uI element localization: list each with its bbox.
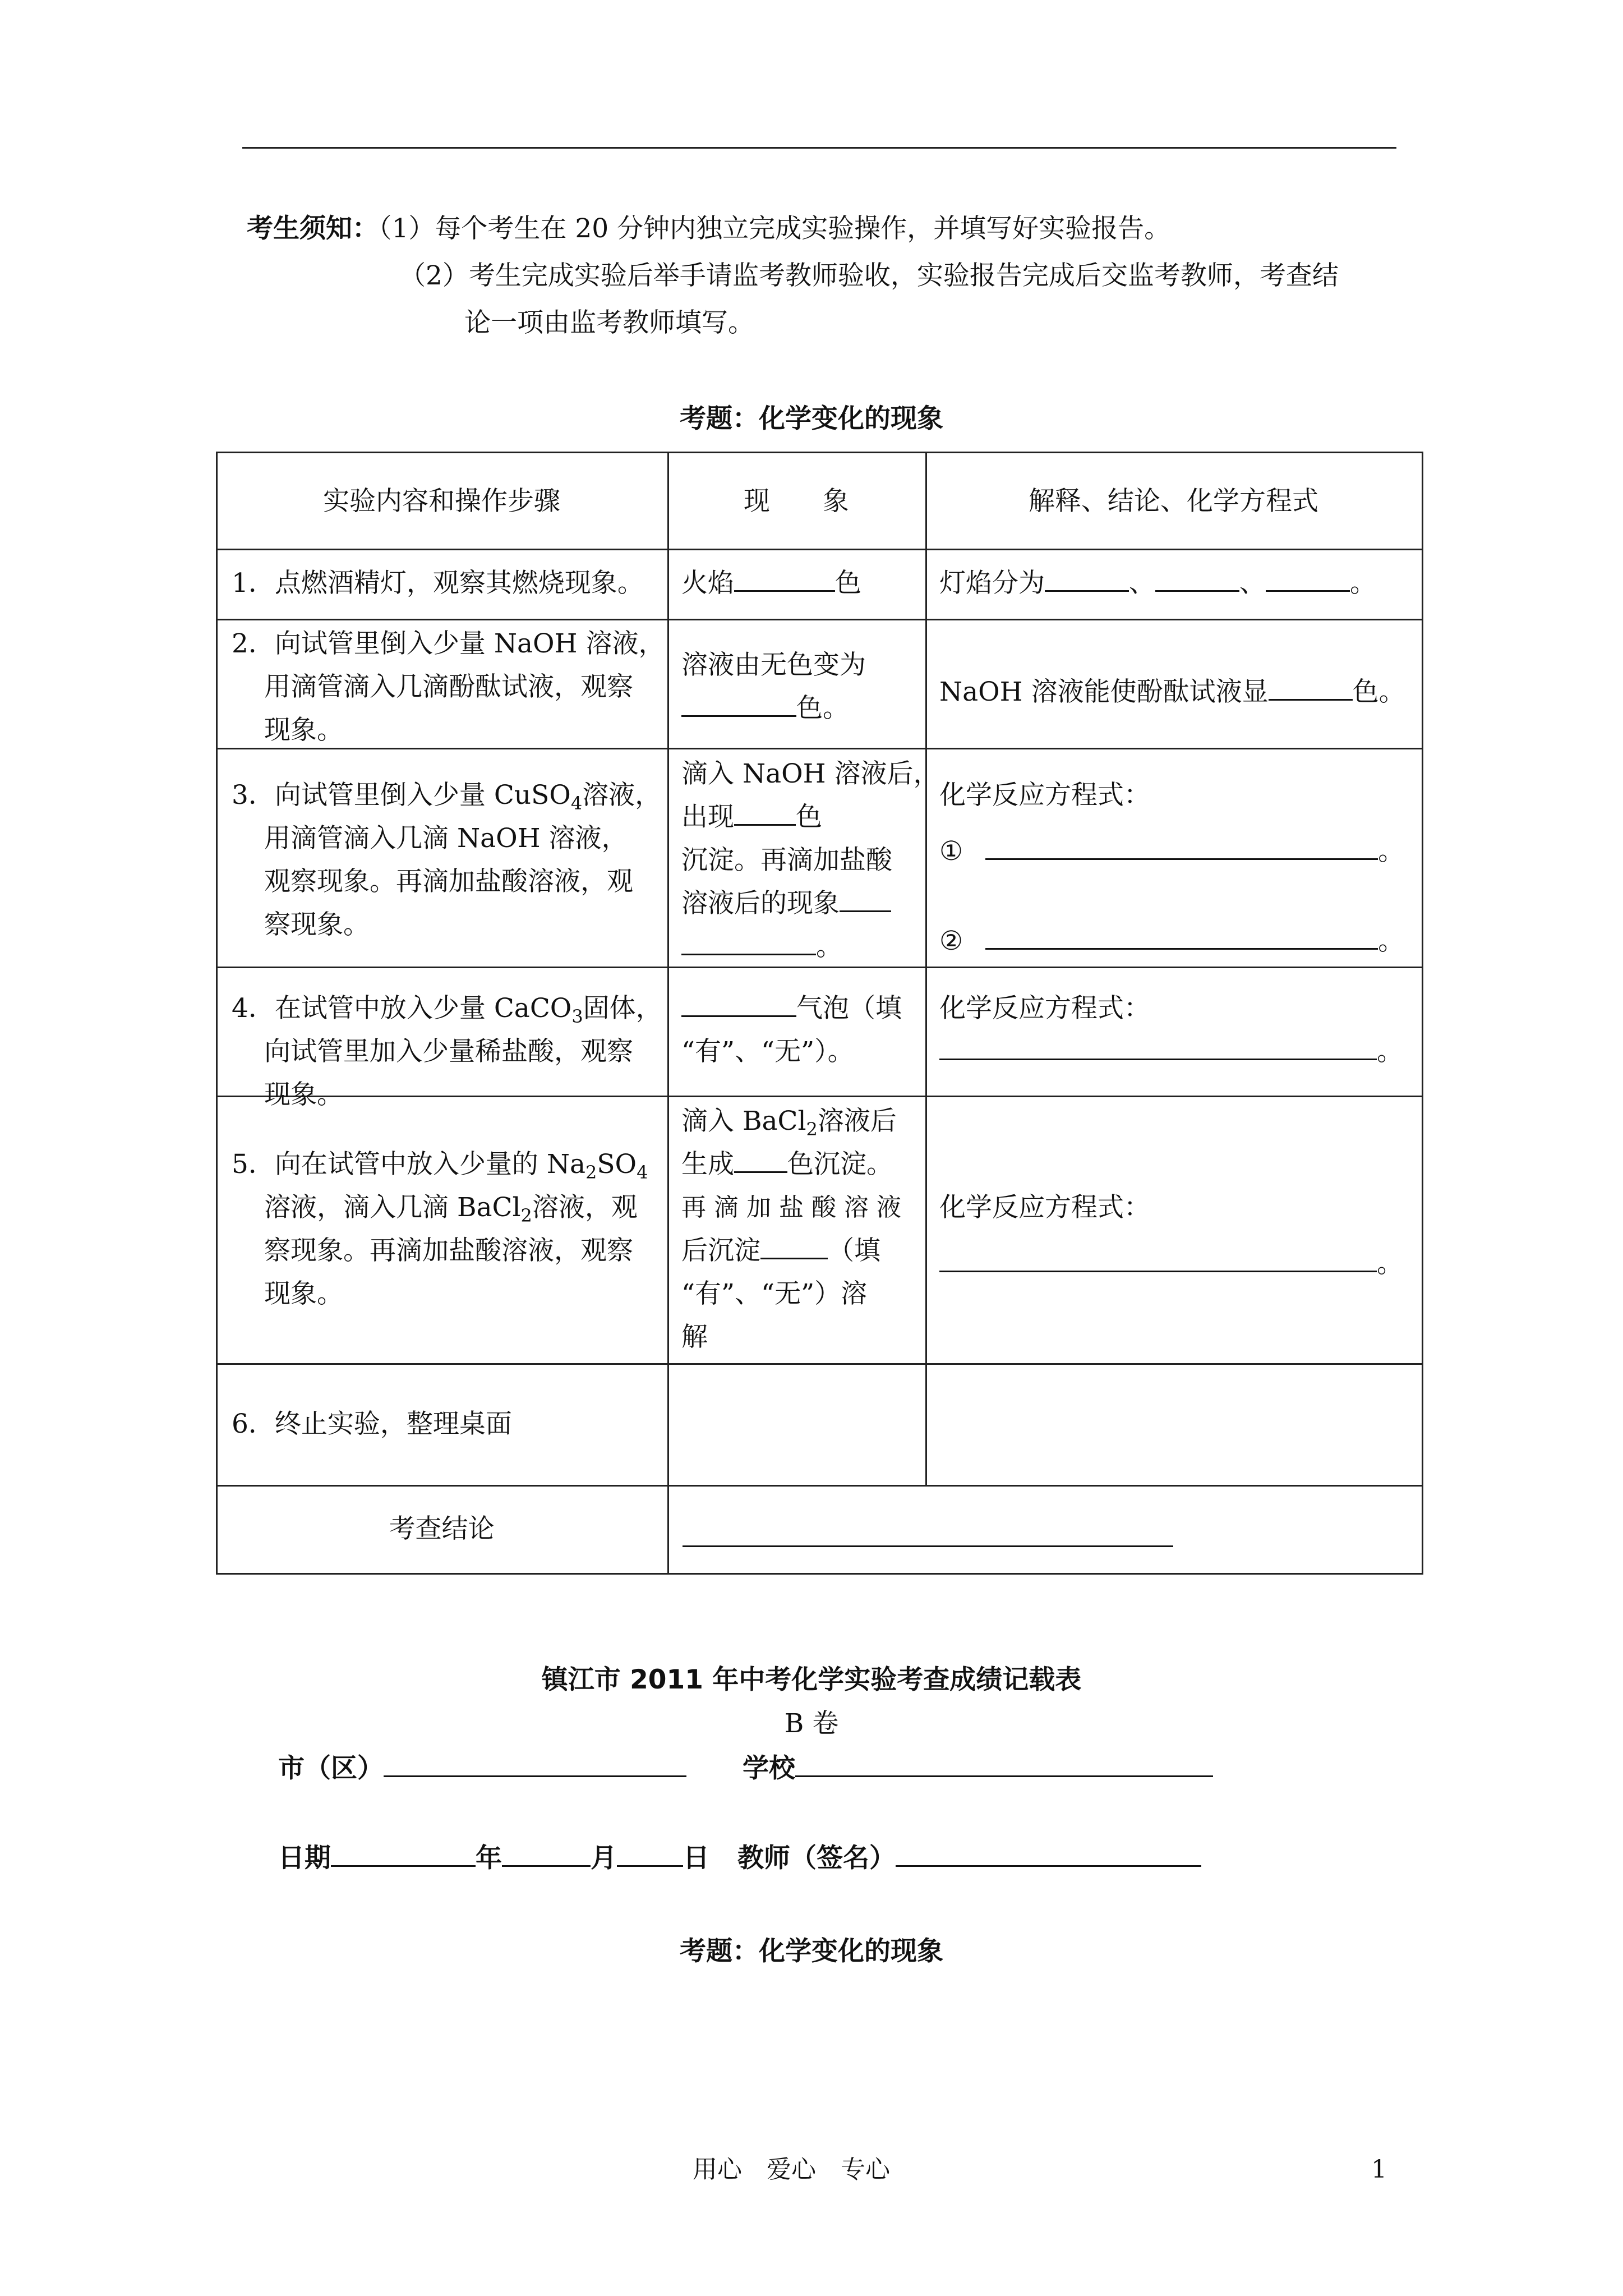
- row-4-step-line-2: 向试管里加入少量稀盐酸，观察: [264, 1036, 633, 1067]
- row-5-phenomenon-line-4: 后沉淀 （填: [681, 1235, 880, 1266]
- row-4-step-line-1: 4．在试管中放入少量 CaCO$_3$固体，: [232, 993, 662, 1027]
- row-2-step-line-1: 2．向试管里倒入少量 NaOH 溶液，: [232, 628, 665, 659]
- school-blank[interactable]: [795, 1753, 1213, 1777]
- blank[interactable]: [1269, 677, 1353, 701]
- row-1-conclusion: 灯焰分为 、 、 。: [939, 568, 1376, 599]
- blank[interactable]: [760, 1235, 828, 1259]
- blank[interactable]: [681, 993, 796, 1017]
- row-3-step-line-2: 用滴管滴入几滴 NaOH 溶液，: [264, 823, 628, 854]
- experiment-table: [216, 452, 1423, 1575]
- row-3-step-line-3: 观察现象。再滴加盐酸溶液，观: [264, 866, 633, 897]
- row-3-phenomenon-line-4: 溶液后的现象: [681, 882, 891, 925]
- row-4-eq: 。: [939, 1030, 1403, 1073]
- notice-line-1: [247, 210, 1170, 248]
- blank[interactable]: [939, 1248, 1377, 1272]
- month-blank[interactable]: [617, 1843, 683, 1867]
- blank[interactable]: [681, 931, 816, 955]
- row-1-step: 1．点燃酒精灯，观察其燃烧现象。: [232, 568, 644, 599]
- row-5-phenomenon-line-1: 滴入 BaCl$_2$溶液后: [681, 1106, 897, 1140]
- row-2-phenomenon-line-1: 溶液由无色变为: [681, 650, 866, 680]
- exam-title: 考题：化学变化的现象: [680, 403, 943, 434]
- row-4-phenomenon-line-2: “有”、“无”）。: [681, 1036, 854, 1067]
- notice-item-2-line-2: 论一项由监考教师填写。: [464, 307, 754, 338]
- row-2-step-line-2: 用滴管滴入几滴酚酞试液，观察: [264, 671, 633, 702]
- row-5-phenomenon-line-3: 再 滴 加 盐 酸 溶 液: [681, 1193, 901, 1222]
- circled-one-icon: ①: [939, 836, 963, 867]
- blank[interactable]: [939, 1036, 1377, 1060]
- row-1-phenomenon: 火焰 色: [681, 568, 861, 599]
- blank[interactable]: [734, 568, 835, 592]
- row-3-eq-1: ① 。: [939, 836, 1405, 867]
- blank[interactable]: [840, 888, 891, 912]
- city-blank[interactable]: [384, 1753, 686, 1777]
- row-5-phenomenon-line-5: “有”、“无”）溶: [681, 1278, 868, 1309]
- blank[interactable]: [1155, 568, 1239, 592]
- date-teacher-line: 日期 年 月 日 教师（签名）: [278, 1839, 1201, 1878]
- row-4-conclusion-title: 化学反应方程式：: [939, 993, 1150, 1024]
- circled-two-icon: ②: [939, 926, 963, 956]
- row-5-conclusion-title: 化学反应方程式：: [939, 1192, 1150, 1223]
- notice-item-1: （1）每个考生在 20 分钟内独立完成实验操作，并填写好实验报告。: [379, 213, 1171, 244]
- row-3-step-line-1: 3．向试管里倒入少量 CuSO$_4$溶液，: [232, 780, 662, 814]
- teacher-blank[interactable]: [896, 1843, 1201, 1867]
- row-3-step-line-4: 察现象。: [264, 909, 370, 940]
- conclusion-blank[interactable]: [683, 1545, 1173, 1547]
- row-2-phenomenon-line-2: 色。: [681, 687, 849, 730]
- row-3-phenomenon-line-5: 。: [681, 925, 842, 968]
- row-3-phenomenon-line-3: 沉淀。再滴加盐酸: [681, 845, 892, 876]
- notice-item-2-line-1: （2）考生完成实验后举手请监考教师验收，实验报告完成后交监考教师，考查结: [399, 260, 1339, 291]
- conclusion-label: 考查结论: [389, 1513, 495, 1544]
- row-2-step-line-3: 现象。: [264, 715, 343, 746]
- year-blank[interactable]: [502, 1843, 591, 1867]
- row-5-step-line-1: 5．向在试管中放入少量的 $Na_2SO_4$: [232, 1149, 648, 1183]
- city-school-line: 市（区） 学校: [278, 1749, 1213, 1788]
- row-5-phenomenon-line-2: 生成 色沉淀。: [681, 1149, 893, 1180]
- blank[interactable]: [985, 926, 1378, 950]
- row-5-step-line-4: 现象。: [264, 1278, 343, 1309]
- record-subtitle: B 卷: [784, 1708, 839, 1739]
- record-exam-title: 考题：化学变化的现象: [680, 1936, 943, 1967]
- row-3-conclusion-title: 化学反应方程式：: [939, 780, 1150, 811]
- row-5-step-line-2: 溶液，滴入几滴 BaCl$_2$溶液，观: [264, 1192, 638, 1226]
- row-5-phenomenon-line-6: 解: [681, 1322, 708, 1352]
- row-4-phenomenon-line-1: 气泡（填: [681, 987, 902, 1030]
- row-3-eq-2: ② 。: [939, 926, 1405, 956]
- row-5-step-line-3: 察现象。再滴加盐酸溶液，观察: [264, 1235, 633, 1266]
- footer-motto: 用心 爱心 专心: [693, 2155, 890, 2184]
- row-6-step: 6．终止实验，整理桌面: [232, 1409, 512, 1439]
- page-number: 1: [1371, 2155, 1387, 2184]
- notice-label: 考生须知：: [247, 213, 379, 244]
- row-2-conclusion: NaOH 溶液能使酚酞试液显 色。: [939, 677, 1405, 707]
- record-title: 镇江市 2011 年中考化学实验考查成绩记载表: [541, 1664, 1082, 1695]
- row-5-eq: 。: [939, 1242, 1403, 1285]
- blank[interactable]: [985, 836, 1378, 860]
- header-phenomenon: 现 象: [744, 486, 849, 517]
- blank[interactable]: [1266, 568, 1350, 592]
- date-blank[interactable]: [331, 1843, 476, 1867]
- blank[interactable]: [734, 1149, 787, 1173]
- header-conclusion: 解释、结论、化学方程式: [1029, 486, 1318, 517]
- header-rule: [242, 147, 1396, 149]
- row-3-phenomenon-line-1: 滴入 NaOH 溶液后，: [681, 758, 940, 789]
- blank[interactable]: [734, 802, 796, 826]
- blank[interactable]: [681, 693, 796, 717]
- header-steps: 实验内容和操作步骤: [323, 486, 560, 517]
- row-3-phenomenon-line-2: 出现 色: [681, 802, 822, 832]
- blank[interactable]: [1045, 568, 1129, 592]
- row-4-step-line-3: 现象。: [264, 1079, 343, 1110]
